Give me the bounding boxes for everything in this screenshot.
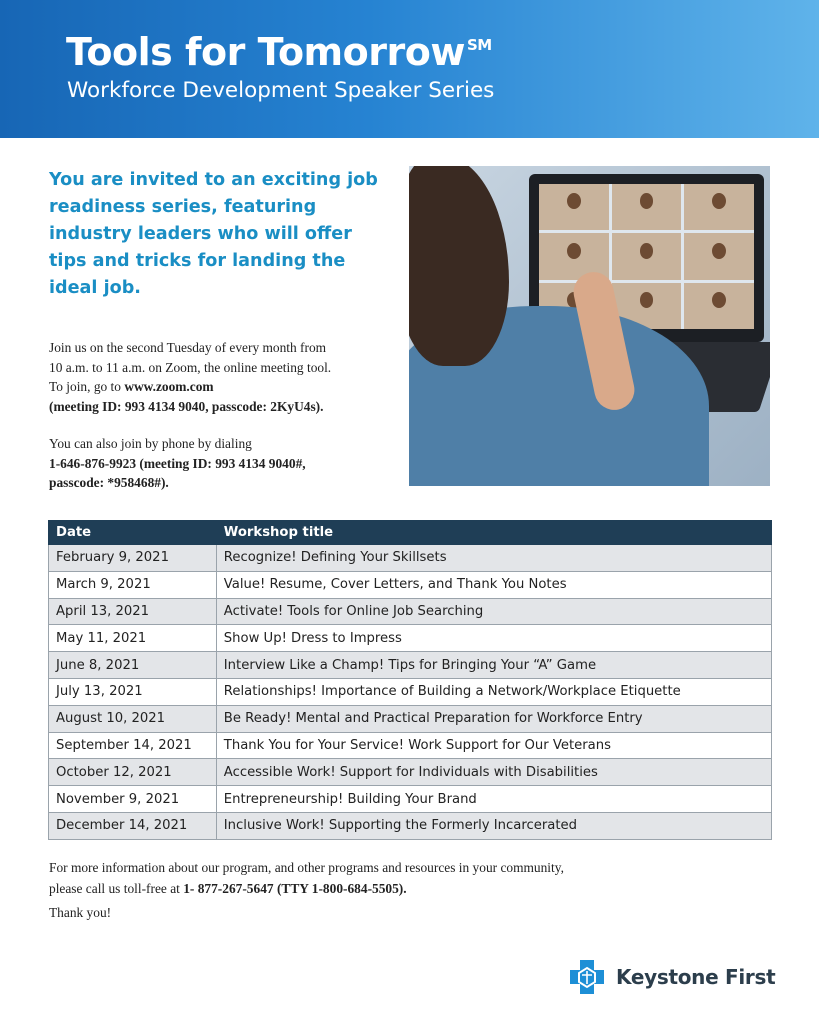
- workshop-date: February 9, 2021: [49, 545, 217, 572]
- workshop-date: December 14, 2021: [49, 812, 217, 839]
- keystone-first-logo: [568, 958, 775, 996]
- zoom-meeting-id: (meeting ID: 993 4134 9040, passcode: 2KyU4s).: [49, 398, 324, 414]
- table-row: [49, 812, 772, 839]
- phone-prefix: You can also join by phone by dialing: [49, 436, 252, 451]
- contact-info: [49, 857, 729, 899]
- zoom-line-1: Join us on the second Tuesday of every month from: [49, 340, 327, 355]
- phone-details: [49, 434, 399, 493]
- contact-line-1: For more information about our program, and other programs and resources in your community,: [49, 860, 564, 875]
- workshop-date: March 9, 2021: [49, 571, 217, 598]
- column-header-title: Workshop title: [216, 521, 771, 545]
- workshop-title: Relationships! Importance of Building a Network/Workplace Etiquette: [216, 678, 771, 705]
- contact-prefix: please call us toll-free at: [49, 881, 184, 896]
- thank-you-text: Thank you!: [49, 905, 112, 920]
- service-mark: SM: [466, 36, 492, 54]
- banner-title: [66, 30, 492, 74]
- phone-number-line: [49, 454, 399, 474]
- participant-tile: [539, 184, 609, 230]
- participant-tile: [684, 283, 754, 329]
- participant-tile: [612, 184, 682, 230]
- table-row: [49, 786, 772, 813]
- workshop-title: Interview Like a Champ! Tips for Bringing Your “A” Game: [216, 652, 771, 679]
- toll-free-number: 1- 877-267-5647 (TTY 1-800-684-5505).: [183, 881, 407, 896]
- table-row: [49, 571, 772, 598]
- workshop-title: Activate! Tools for Online Job Searching: [216, 598, 771, 625]
- video-conference-photo: [409, 166, 770, 486]
- workshop-date: June 8, 2021: [49, 652, 217, 679]
- phone-number: 1-646-876-9923 (meeting ID: 993 4134 9040#,: [49, 455, 306, 471]
- logo-name: Keystone First: [616, 965, 776, 989]
- table-row: [49, 598, 772, 625]
- table-header-row: [49, 521, 772, 545]
- workshop-title: Accessible Work! Support for Individuals with Disabilities: [216, 759, 771, 786]
- zoom-line-3: [49, 377, 399, 397]
- workshop-date: May 11, 2021: [49, 625, 217, 652]
- person-hair: [409, 166, 509, 366]
- table-row: [49, 545, 772, 572]
- participant-tile: [684, 184, 754, 230]
- banner-title-text: Tools for Tomorrow: [66, 30, 465, 74]
- workshop-schedule-table: [48, 520, 772, 840]
- zoom-link[interactable]: www.zoom.com: [124, 379, 214, 394]
- intro-headline: You are invited to an exciting job readiness series, featuring industry leaders who will offer tips and tricks for landing the ideal job.: [49, 170, 378, 298]
- participant-tile: [612, 233, 682, 279]
- workshop-title: Inclusive Work! Supporting the Formerly Incarcerated: [216, 812, 771, 839]
- workshop-date: October 12, 2021: [49, 759, 217, 786]
- table-row: [49, 678, 772, 705]
- contact-line-2: [49, 878, 729, 899]
- table-row: [49, 732, 772, 759]
- column-header-date: Date: [49, 521, 217, 545]
- workshop-date: August 10, 2021: [49, 705, 217, 732]
- workshop-date: September 14, 2021: [49, 732, 217, 759]
- zoom-details: [49, 338, 399, 416]
- workshop-title: Be Ready! Mental and Practical Preparation for Workforce Entry: [216, 705, 771, 732]
- workshop-title: Entrepreneurship! Building Your Brand: [216, 786, 771, 813]
- participant-tile: [684, 233, 754, 279]
- zoom-join-prefix: To join, go to: [49, 379, 125, 394]
- workshop-title: Thank You for Your Service! Work Support for Our Veterans: [216, 732, 771, 759]
- workshop-title: Value! Resume, Cover Letters, and Thank You Notes: [216, 571, 771, 598]
- header-banner: [0, 0, 819, 138]
- zoom-line-2: 10 a.m. to 11 a.m. on Zoom, the online meeting tool.: [49, 359, 332, 375]
- table-row: [49, 705, 772, 732]
- phone-passcode-line: [49, 473, 399, 493]
- zoom-meeting-info: [49, 397, 399, 417]
- workshop-title: Show Up! Dress to Impress: [216, 625, 771, 652]
- phone-passcode: passcode: *958468#).: [49, 475, 169, 490]
- workshop-date: November 9, 2021: [49, 786, 217, 813]
- banner-subtitle: Workforce Development Speaker Series: [67, 78, 495, 103]
- table-row: [49, 625, 772, 652]
- keystone-cross-logo-icon: [568, 958, 606, 996]
- table-row: [49, 652, 772, 679]
- workshop-date: July 13, 2021: [49, 678, 217, 705]
- workshop-title: Recognize! Defining Your Skillsets: [216, 545, 771, 572]
- workshop-date: April 13, 2021: [49, 598, 217, 625]
- table-row: [49, 759, 772, 786]
